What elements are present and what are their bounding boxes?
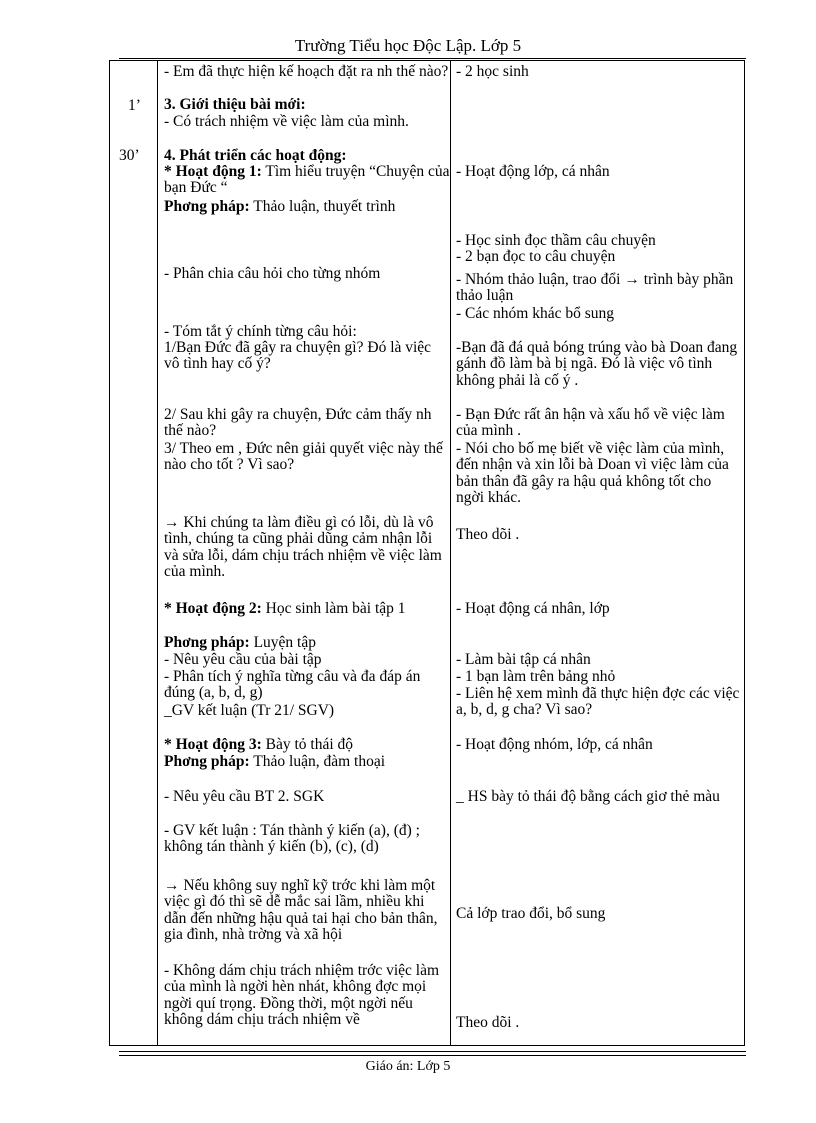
- question-text: 2/ Sau khi gây ra chuyện, Đức cảm thấy nh thế nào?: [164, 406, 432, 440]
- student-text: Theo dõi .: [456, 526, 520, 543]
- page-header: Trường Tiểu học Độc Lập. Lớp 5: [294, 36, 522, 55]
- conclusion-text: → Nếu không suy nghĩ kỹ trớc khi làm một việc gì đó thì sẽ dễ mắc sai lầm, nhiều khi dẫn đến những hậu quả tai hại cho bản thân, gia đình, nhà trờng và xã hội: [164, 877, 438, 944]
- student-text: - 2 bạn đọc to câu chuyện: [456, 248, 616, 265]
- student-text: - Nhóm thảo luận, trao đổi → trình bày phần thảo luận: [456, 271, 734, 305]
- time-cell: 1’: [128, 97, 141, 114]
- student-text: - Hoạt động lớp, cá nhân: [456, 163, 610, 180]
- answer-text: - Nói cho bố mẹ biết về việc làm của mình, đến nhận và xin lỗi bà Doan vì việc làm của bản thân đã gây ra hậu quả không tốt cho ngời khác.: [456, 440, 729, 507]
- student-text: - Làm bài tập cá nhân: [456, 651, 591, 668]
- student-text: Theo dõi .: [456, 1014, 520, 1031]
- answer-text: -Bạn đã đá quả bóng trúng vào bà Doan đang gánh đồ làm bà bị ngã. Đó là việc vô tình không phải là cố ý .: [456, 339, 738, 389]
- student-text: - 2 học sinh: [456, 63, 529, 80]
- student-text: - Học sinh đọc thầm câu chuyện: [456, 232, 656, 249]
- student-text: - Hoạt động cá nhân, lớp: [456, 600, 610, 617]
- activity-title: * Hoạt động 1: Tìm hiểu truyện “Chuyện của bạn Đức “: [164, 163, 450, 197]
- teacher-text: - Phân chia câu hỏi cho từng nhóm: [164, 265, 381, 282]
- header-rule: [119, 58, 746, 59]
- question-text: 1/Bạn Đức đã gây ra chuyện gì? Đó là việc vô tình hay cố ý?: [164, 339, 432, 373]
- student-text: - Hoạt động nhóm, lớp, cá nhân: [456, 736, 653, 753]
- teacher-text: - Nêu yêu cầu của bài tập: [164, 651, 322, 668]
- section-heading: 3. Giới thiệu bài mới:: [164, 96, 306, 113]
- activity-title: * Hoạt động 2: Học sinh làm bài tập 1: [164, 600, 406, 617]
- section-heading: 4. Phát triển các hoạt động:: [164, 147, 347, 164]
- method-line: Phơng pháp: Thảo luận, đàm thoại: [164, 753, 386, 770]
- footer-rule: [119, 1051, 746, 1052]
- footer-rule: [119, 1055, 746, 1056]
- answer-text: - Bạn Đức rất ân hận và xấu hổ về việc làm của mình .: [456, 406, 725, 440]
- student-text: Cả lớp trao đổi, bổ sung: [456, 905, 606, 922]
- method-line: Phơng pháp: Thảo luận, thuyết trình: [164, 198, 396, 215]
- teacher-text: - GV kết luận : Tán thành ý kiến (a), (đ) ; không tán thành ý kiến (b), (c), (d): [164, 822, 420, 856]
- activity-title: * Hoạt động 3: Bày tỏ thái độ: [164, 736, 354, 753]
- student-text: _ HS bày tỏ thái độ bằng cách giơ thẻ màu: [456, 788, 720, 805]
- column-divider-2: [450, 60, 451, 1046]
- teacher-text: _GV kết luận (Tr 21/ SGV): [164, 702, 335, 719]
- page-footer: Giáo án: Lớp 5: [365, 1059, 451, 1074]
- column-divider-1: [157, 60, 158, 1046]
- student-text: - 1 bạn làm trên bảng nhỏ: [456, 668, 616, 685]
- conclusion-text: → Khi chúng ta làm điều gì có lỗi, dù là vô tình, chúng ta cũng phải dũng cảm nhận lỗi và sửa lỗi, dám chịu trách nhiệm về việc làm của mình.: [164, 514, 442, 581]
- teacher-text: - Nêu yêu cầu BT 2. SGK: [164, 788, 325, 805]
- teacher-text: - Em đã thực hiện kế hoạch đặt ra nh thế nào?: [164, 63, 449, 80]
- question-text: 3/ Theo em , Đức nên giải quyết việc này thế nào cho tốt ? Vì sao?: [164, 440, 443, 474]
- student-text: - Liên hệ xem mình đã thực hiện đợc các việc a, b, d, g cha? Vì sao?: [456, 685, 740, 719]
- method-line: Phơng pháp: Luyện tập: [164, 634, 316, 651]
- time-cell: 30’: [119, 147, 140, 164]
- teacher-text: - Tóm tắt ý chính từng câu hỏi:: [164, 323, 357, 340]
- teacher-text: - Phân tích ý nghĩa từng câu và đa đáp án đúng (a, b, d, g): [164, 668, 421, 702]
- student-text: - Các nhóm khác bổ sung: [456, 305, 614, 322]
- teacher-text: - Có trách nhiệm về việc làm của mình.: [164, 113, 409, 130]
- teacher-text: - Không dám chịu trách nhiệm trớc việc làm của mình là ngời hèn nhát, không đợc mọi ngời quí trọng. Đồng thời, một ngời nếu không dám chịu trách nhiệm về: [164, 962, 440, 1029]
